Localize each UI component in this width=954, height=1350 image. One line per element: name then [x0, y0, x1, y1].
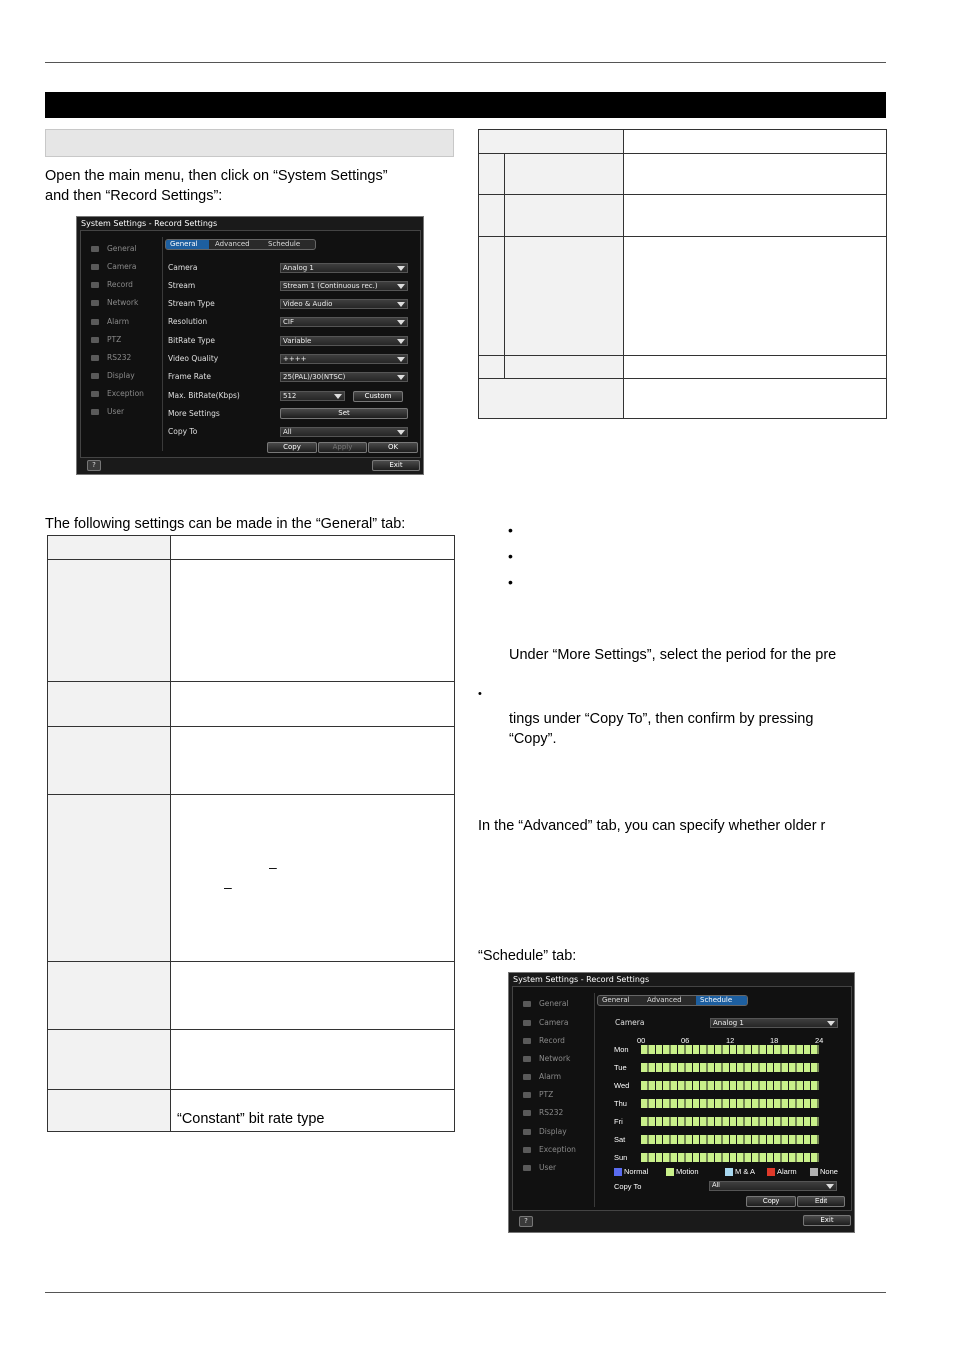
dash-mark: – — [269, 859, 277, 875]
record-settings-dialog — [76, 216, 424, 475]
legend-swatch — [767, 1168, 775, 1176]
sidebar-item-network[interactable]: Network — [523, 1054, 570, 1063]
network-icon — [91, 300, 99, 306]
sidebar-item-exception[interactable]: Exception — [523, 1145, 576, 1154]
table-header-cell — [171, 536, 455, 560]
dash-mark: – — [224, 879, 232, 895]
table-row-value — [624, 379, 887, 418]
camera-dropdown[interactable]: Analog 1 — [280, 263, 408, 273]
day-label: Wed — [614, 1081, 630, 1090]
frame-rate-dropdown[interactable]: 25(PAL)/30(NTSC) — [280, 372, 408, 382]
table-row-value — [624, 356, 887, 379]
resolution-dropdown[interactable]: CIF — [280, 317, 408, 327]
tab-advanced[interactable]: Advanced — [215, 240, 250, 248]
record-icon — [91, 282, 99, 288]
chevron-down-icon — [397, 375, 405, 380]
tab-schedule[interactable]: Schedule — [696, 996, 748, 1005]
table-row-value — [171, 560, 455, 682]
sidebar-divider — [162, 237, 163, 451]
legend-swatch — [666, 1168, 674, 1176]
exit-button[interactable]: Exit — [803, 1215, 851, 1226]
day-label: Mon — [614, 1045, 629, 1054]
bitrate-type-dropdown[interactable]: Variable — [280, 336, 408, 346]
ok-button[interactable]: OK — [368, 442, 418, 453]
schedule-row-wed[interactable] — [641, 1081, 819, 1090]
custom-button[interactable]: Custom — [353, 391, 403, 402]
bullet-mark: • — [508, 574, 513, 590]
table-row-value — [624, 154, 887, 195]
sidebar-item-alarm[interactable]: Alarm — [523, 1072, 561, 1081]
chevron-down-icon — [397, 284, 405, 289]
chevron-down-icon — [397, 430, 405, 435]
table-row-value — [624, 237, 887, 356]
hour-label: 24 — [815, 1036, 824, 1045]
constant-bitrate-text: “Constant” bit rate type — [177, 1111, 325, 1127]
chevron-down-icon — [397, 266, 405, 271]
tab-general[interactable]: General — [166, 240, 209, 249]
exit-button[interactable]: Exit — [372, 460, 420, 471]
copy-button[interactable]: Copy — [746, 1196, 796, 1207]
apply-button[interactable]: Apply — [318, 442, 367, 453]
table-row-index — [479, 195, 505, 237]
field-label: More Settings — [168, 409, 220, 418]
field-label: Frame Rate — [168, 372, 211, 381]
table-row-value — [171, 727, 455, 795]
tab-schedule[interactable]: Schedule — [268, 240, 301, 248]
bell-icon — [523, 1074, 531, 1080]
bullet-mark: • — [508, 548, 513, 564]
table-row-value — [171, 1030, 455, 1090]
table-row-value — [171, 682, 455, 727]
table-header-cell — [48, 536, 171, 560]
field-label: Stream — [168, 281, 196, 290]
table-row-value — [171, 1090, 455, 1131]
set-button[interactable]: Set — [280, 408, 408, 419]
camera-label: Camera — [615, 1018, 645, 1027]
section-header-bar — [45, 92, 886, 118]
sidebar-item-general[interactable]: General — [91, 244, 137, 253]
camera-icon — [523, 1020, 531, 1026]
monitor-icon — [91, 373, 99, 379]
record-icon — [523, 1038, 531, 1044]
bullet-mark: • — [478, 688, 482, 700]
table-row-index — [479, 154, 505, 195]
table-row-label — [505, 154, 624, 195]
legend-normal: Normal — [614, 1167, 648, 1176]
sidebar-item-network[interactable]: Network — [91, 298, 138, 307]
sidebar-item-rs232[interactable]: RS232 — [91, 353, 131, 362]
copy-to-dropdown[interactable]: All — [709, 1181, 837, 1191]
sidebar-item-camera[interactable]: Camera — [91, 262, 136, 271]
user-icon — [91, 409, 99, 415]
legend-swatch — [810, 1168, 818, 1176]
help-icon[interactable]: ? — [87, 460, 101, 471]
tab-bar — [597, 995, 748, 1006]
schedule-row-sat[interactable] — [641, 1135, 819, 1144]
warning-icon — [91, 391, 99, 397]
dialog-title: System Settings - Record Settings — [81, 219, 218, 228]
chevron-down-icon — [827, 1021, 835, 1026]
subsection-header-bar — [45, 129, 454, 157]
table-row-label — [48, 682, 171, 727]
monitor-icon — [523, 1129, 531, 1135]
copy-to-dropdown[interactable]: All — [280, 427, 408, 437]
hour-label: 06 — [681, 1036, 690, 1045]
bullet-mark: • — [508, 522, 513, 538]
table-row-label — [48, 795, 171, 962]
schedule-caption: “Schedule” tab: — [478, 948, 577, 964]
copy-button[interactable]: Copy — [267, 442, 317, 453]
sidebar-divider — [594, 993, 595, 1207]
table-row-index — [479, 356, 505, 379]
field-label: Video Quality — [168, 354, 219, 363]
table-row-label — [48, 1090, 171, 1131]
help-icon[interactable]: ? — [519, 1216, 533, 1227]
table-row-label — [505, 237, 624, 356]
sidebar-item-display[interactable]: Display — [523, 1127, 567, 1136]
edit-button[interactable]: Edit — [797, 1196, 845, 1207]
legend-swatch — [725, 1168, 733, 1176]
schedule-row-thu[interactable] — [641, 1099, 819, 1108]
day-label: Thu — [614, 1099, 627, 1108]
tab-general[interactable]: General — [602, 996, 630, 1004]
sidebar-item-rs232[interactable]: RS232 — [523, 1108, 563, 1117]
intro-line-1: Open the main menu, then click on “System Settings” — [45, 168, 388, 184]
table-row-value — [171, 962, 455, 1030]
day-label: Sun — [614, 1153, 628, 1162]
top-rule — [45, 62, 886, 63]
sidebar-item-general[interactable]: General — [523, 999, 569, 1008]
sidebar-item-record[interactable]: Record — [91, 280, 133, 289]
table-row-label — [505, 195, 624, 237]
tab-advanced[interactable]: Advanced — [647, 996, 682, 1004]
dialog-body — [80, 230, 421, 458]
general-tab-caption: The following settings can be made in the “General” tab: — [45, 516, 406, 532]
field-label: Camera — [168, 263, 198, 272]
table-row-label — [48, 727, 171, 795]
camera-dropdown[interactable]: Analog 1 — [710, 1018, 838, 1028]
legend-none: None — [810, 1167, 838, 1176]
table-header-cell — [624, 130, 887, 154]
legend-motion: Motion — [666, 1167, 699, 1176]
chevron-down-icon — [397, 339, 405, 344]
gear-icon — [91, 246, 99, 252]
serial-port-icon — [523, 1110, 531, 1116]
record-settings-table — [478, 129, 887, 419]
chevron-down-icon — [397, 320, 405, 325]
user-icon — [523, 1165, 531, 1171]
chevron-down-icon — [397, 357, 405, 362]
sidebar-item-alarm[interactable]: Alarm — [91, 317, 129, 326]
dialog-title: System Settings - Record Settings — [513, 975, 650, 984]
legend-alarm: Alarm — [767, 1167, 797, 1176]
hour-label: 18 — [770, 1036, 779, 1045]
chevron-down-icon — [334, 394, 342, 399]
advanced-tab-text: In the “Advanced” tab, you can specify whether older r — [478, 818, 826, 834]
sidebar-item-display[interactable]: Display — [91, 371, 135, 380]
bottom-rule — [45, 1292, 886, 1293]
video-quality-dropdown[interactable]: ++++ — [280, 354, 408, 364]
sidebar-item-ptz[interactable]: PTZ — [523, 1090, 553, 1099]
general-settings-table — [47, 535, 455, 1132]
copy-to-label: Copy To — [614, 1182, 642, 1191]
warning-icon — [523, 1147, 531, 1153]
field-label: Copy To — [168, 427, 198, 436]
schedule-row-sun[interactable] — [641, 1153, 819, 1162]
table-row-label — [48, 1030, 171, 1090]
max-bitrate-dropdown[interactable]: 512 — [280, 391, 345, 401]
stream-dropdown[interactable]: Stream 1 (Continuous rec.) — [280, 281, 408, 291]
table-header-cell — [479, 130, 624, 154]
day-label: Sat — [614, 1135, 626, 1144]
schedule-row-fri[interactable] — [641, 1117, 819, 1126]
ptz-icon — [91, 337, 99, 343]
gear-icon — [523, 1001, 531, 1007]
field-label: Max. BitRate(Kbps) — [168, 391, 240, 400]
table-row-label — [479, 379, 624, 418]
day-label: Fri — [614, 1117, 623, 1126]
sidebar-item-user[interactable]: User — [91, 407, 124, 416]
serial-port-icon — [91, 355, 99, 361]
tab-bar — [165, 239, 316, 250]
hour-label: 00 — [637, 1036, 646, 1045]
ptz-icon — [523, 1092, 531, 1098]
copy-to-text-1: tings under “Copy To”, then confirm by pressing — [509, 711, 814, 727]
table-row-label — [48, 962, 171, 1030]
schedule-row-tue[interactable] — [641, 1063, 819, 1072]
stream-type-dropdown[interactable]: Video & Audio — [280, 299, 408, 309]
more-settings-text: Under “More Settings”, select the period for the pre — [509, 647, 837, 663]
chevron-down-icon — [826, 1184, 834, 1189]
sidebar-item-exception[interactable]: Exception — [91, 389, 144, 398]
field-label: Resolution — [168, 317, 208, 326]
day-label: Tue — [614, 1063, 627, 1072]
sidebar-item-ptz[interactable]: PTZ — [91, 335, 121, 344]
field-label: BitRate Type — [168, 336, 215, 345]
table-row-value — [171, 795, 455, 962]
hour-label: 12 — [726, 1036, 735, 1045]
legend-swatch — [614, 1168, 622, 1176]
network-icon — [523, 1056, 531, 1062]
table-row-label — [48, 560, 171, 682]
copy-to-text-2: “Copy”. — [509, 731, 557, 747]
bell-icon — [91, 319, 99, 325]
chevron-down-icon — [397, 302, 405, 307]
table-row-label — [505, 356, 624, 379]
sidebar-item-record[interactable]: Record — [523, 1036, 565, 1045]
sidebar-item-camera[interactable]: Camera — [523, 1018, 568, 1027]
sidebar-item-user[interactable]: User — [523, 1163, 556, 1172]
schedule-row-mon[interactable] — [641, 1045, 819, 1054]
legend-motion-and-alarm: M & A — [725, 1167, 755, 1176]
camera-icon — [91, 264, 99, 270]
table-row-index — [479, 237, 505, 356]
field-label: Stream Type — [168, 299, 215, 308]
table-row-value — [624, 195, 887, 237]
intro-line-2: and then “Record Settings”: — [45, 188, 223, 204]
